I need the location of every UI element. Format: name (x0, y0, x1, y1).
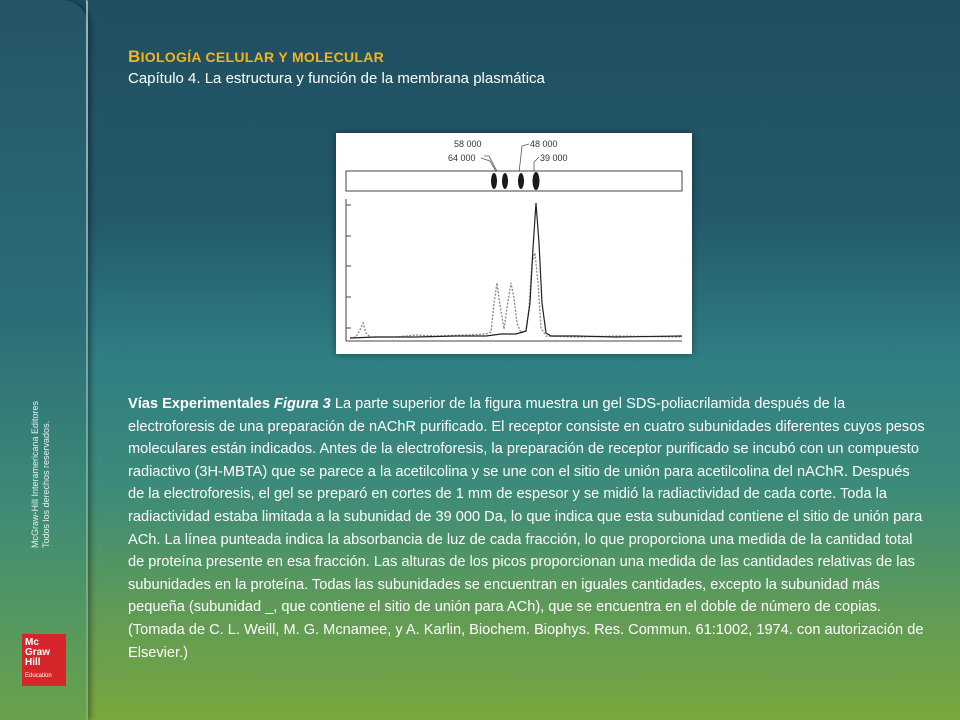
figure-graphic (336, 133, 692, 354)
chapter-subtitle: Capítulo 4. La estructura y función de la membrana plasmática (128, 70, 545, 87)
sidebar (0, 0, 88, 720)
logo-line-4: Education (25, 673, 52, 679)
publisher-line-2: Todos los derechos reservados. (41, 420, 51, 548)
label-48000: 48 000 (530, 139, 558, 149)
page-title (128, 47, 384, 67)
mcgraw-hill-logo (22, 634, 66, 686)
label-39000: 39 000 (540, 153, 568, 163)
logo-line-2: Graw (25, 647, 51, 658)
gel-band-58000 (502, 173, 508, 189)
page-title-rest: IOLOGÍA CELULAR Y MOLECULAR (140, 49, 385, 65)
publisher-notice (30, 401, 52, 548)
caption-lead: Vías Experimentales (128, 396, 270, 412)
caption-figure-ref: Figura 3 (274, 396, 331, 412)
gel-band-48000 (518, 173, 524, 189)
gel-strip (346, 171, 682, 191)
gel-band-64000 (491, 173, 497, 189)
label-64000: 64 000 (448, 153, 476, 163)
figure-caption (128, 393, 928, 664)
publisher-line-1: McGraw-Hill Interamericana Editores (30, 400, 40, 548)
leader-48000 (519, 144, 529, 173)
logo-line-1: Mc (25, 637, 39, 648)
absorbance-dotted-line (350, 253, 682, 338)
page-title-initial: B (128, 47, 141, 66)
gel-electrophoresis-figure (336, 133, 692, 354)
gel-band-39000 (533, 172, 540, 190)
logo-line-3: Hill (25, 657, 41, 668)
caption-body: La parte superior de la figura muestra un gel SDS-poliacrilamida después de la electroforesis de una preparación de nAChR purificado. El receptor consiste en cuatro subunidades diferentes cuyos pesos moleculares están indicados. Antes de la electroforesis, la preparación de receptor purificado se incubó con un compuesto radiactivo (3H-MBTA) que se parece a la acetilcolina y se une con el sitio de unión para acetilcolina del nAChR. Después de la electroforesis, el gel se preparó en cortes de 1 mm de espesor y se midió la radiactividad de cada corte. Toda la radiactividad estaba limitada a la subunidad de 39 000 Da, lo que indica que esta subunidad contiene el sitio de unión para ACh. La línea punteada indica la absorbancia de luz de cada fracción, lo que proporciona una medida de la cantidad total de proteína presente en esa fracción. Las alturas de los picos proporcionan una medida de las cantidades relativas de las subunidades en la proteína. Todas las subunidades se encuentran en iguales cantidades, excepto la subunidad más pequeña (subunidad _, que contiene el sitio de unión para ACh), que se encuentra en el doble de número de copias. (Tomada de C. L. Weill, M. G. Mcnamee, y A. Karlin, Biochem. Biophys. Res. Commun. 61:1002, 1974. con autorización de Elsevier.) (128, 396, 925, 661)
label-58000: 58 000 (454, 139, 482, 149)
